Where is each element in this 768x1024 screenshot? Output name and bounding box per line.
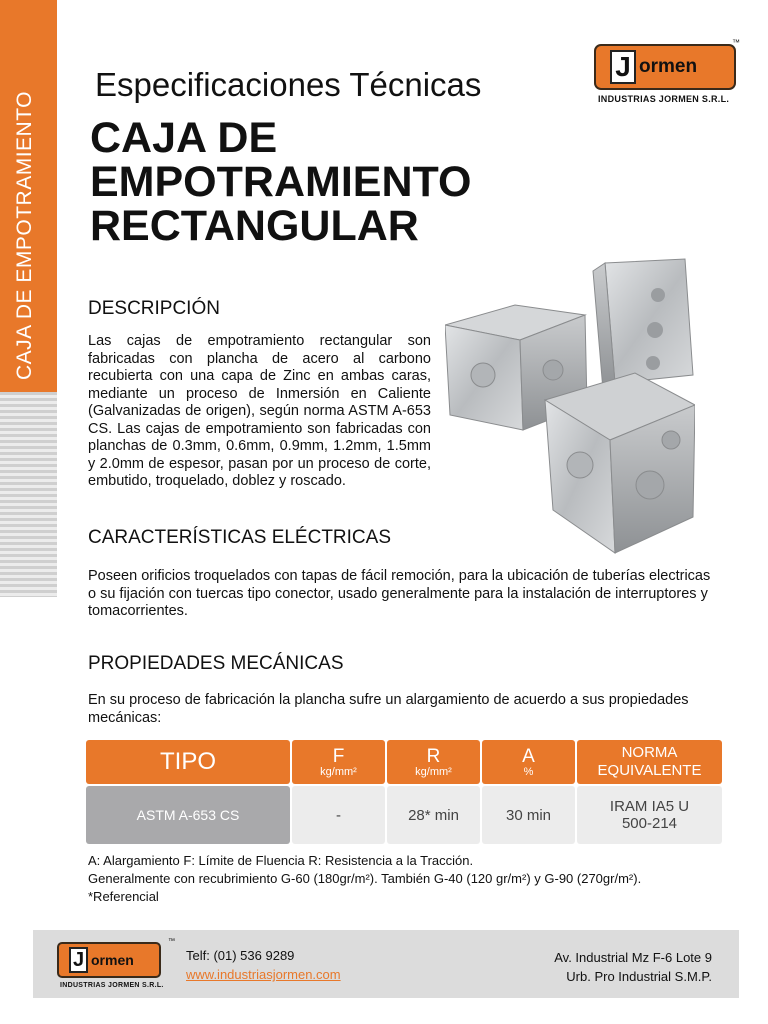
cell-r: 28* min (387, 786, 480, 844)
electricas-text: Poseen orificios troquelados con tapas de fácil remoción, para la ubicación de tuberías electricas o su fijación con tuercas tipo conector, usado generalmente para la instalación de interruptores y tomacorrientes. (88, 568, 711, 619)
cell-tipo: ASTM A-653 CS (86, 786, 290, 844)
footer-address-line-1: Av. Industrial Mz F-6 Lote 9 (554, 950, 712, 965)
logo-letter: J (610, 50, 636, 84)
footer-logo-letter: J (69, 947, 88, 973)
company-name: INDUSTRIAS JORMEN S.R.L. (598, 94, 730, 104)
jormen-logo (594, 44, 736, 90)
mechanical-properties-table (84, 738, 724, 846)
header-a: A % (482, 740, 575, 784)
sidebar-label: CAJA DE EMPOTRAMIENTO (13, 91, 36, 380)
footer-website-link[interactable]: www.industriasjormen.com (186, 967, 341, 982)
electricas-heading: CARACTERÍSTICAS ELÉCTRICAS (88, 527, 391, 548)
table-row (86, 786, 722, 844)
footer-company-name: INDUSTRIAS JORMEN S.R.L. (60, 982, 164, 989)
logo-word: ormen (639, 56, 698, 77)
note-line-2: Generalmente con recubrimiento G-60 (180gr/m²). También G-40 (120 gr/m²) y G-90 (270gr/m²). (88, 871, 642, 886)
table-header-row (86, 740, 722, 784)
header-f: F kg/mm² (292, 740, 385, 784)
cell-f: - (292, 786, 385, 844)
header-norma: NORMA EQUIVALENTE (577, 740, 722, 784)
note-line-1: A: Alargamiento F: Límite de Fluencia R: Resistencia a la Tracción. (88, 853, 474, 868)
note-line-3: *Referencial (88, 889, 159, 904)
cell-norma: IRAM IA5 U 500-214 (577, 786, 722, 844)
header-r: R kg/mm² (387, 740, 480, 784)
footer-phone: Telf: (01) 536 9289 (186, 948, 295, 963)
footer-jormen-logo (57, 942, 161, 978)
footer-address (554, 948, 712, 986)
electrical-box-image (445, 255, 695, 555)
sidebar-gradient (0, 392, 57, 597)
table-notes (88, 852, 641, 906)
cell-a: 30 min (482, 786, 575, 844)
title-line-2: EMPOTRAMIENTO (90, 158, 472, 206)
descripcion-heading: DESCRIPCIÓN (88, 298, 220, 319)
title-line-3: RECTANGULAR (90, 202, 419, 250)
title-line-1: CAJA DE (90, 114, 278, 162)
page-subtitle: Especificaciones Técnicas (95, 66, 482, 103)
mecanicas-heading: PROPIEDADES MECÁNICAS (88, 653, 344, 674)
footer-address-line-2: Urb. Pro Industrial S.M.P. (566, 969, 712, 984)
footer-trademark: ™ (168, 938, 175, 945)
trademark-mark: ™ (732, 38, 740, 47)
page-title (90, 116, 471, 248)
header-tipo: TIPO (86, 740, 290, 784)
footer-contact (186, 946, 341, 984)
descripcion-text: Las cajas de empotramiento rectangular son fabricadas con plancha de acero al carbono recubierta con una capa de Zinc en ambas caras, mediante un proceso de Inmersión en Caliente (Galvanizadas de origen), según norma ASTM A-653 CS. Las cajas de empotramiento son fabricadas con planchas de 0.3mm, 0.6mm, 0.9mm, 1.2mm, 1.5mm y 2.0mm de espesor, pasan por un proceso de corte, embutido, troquelado, doblez y roscado. (88, 333, 431, 489)
footer-logo-word: ormen (91, 952, 134, 968)
mecanicas-text: En su proceso de fabricación la plancha sufre un alargamiento de acuerdo a sus propiedades mecánicas: (88, 692, 689, 726)
